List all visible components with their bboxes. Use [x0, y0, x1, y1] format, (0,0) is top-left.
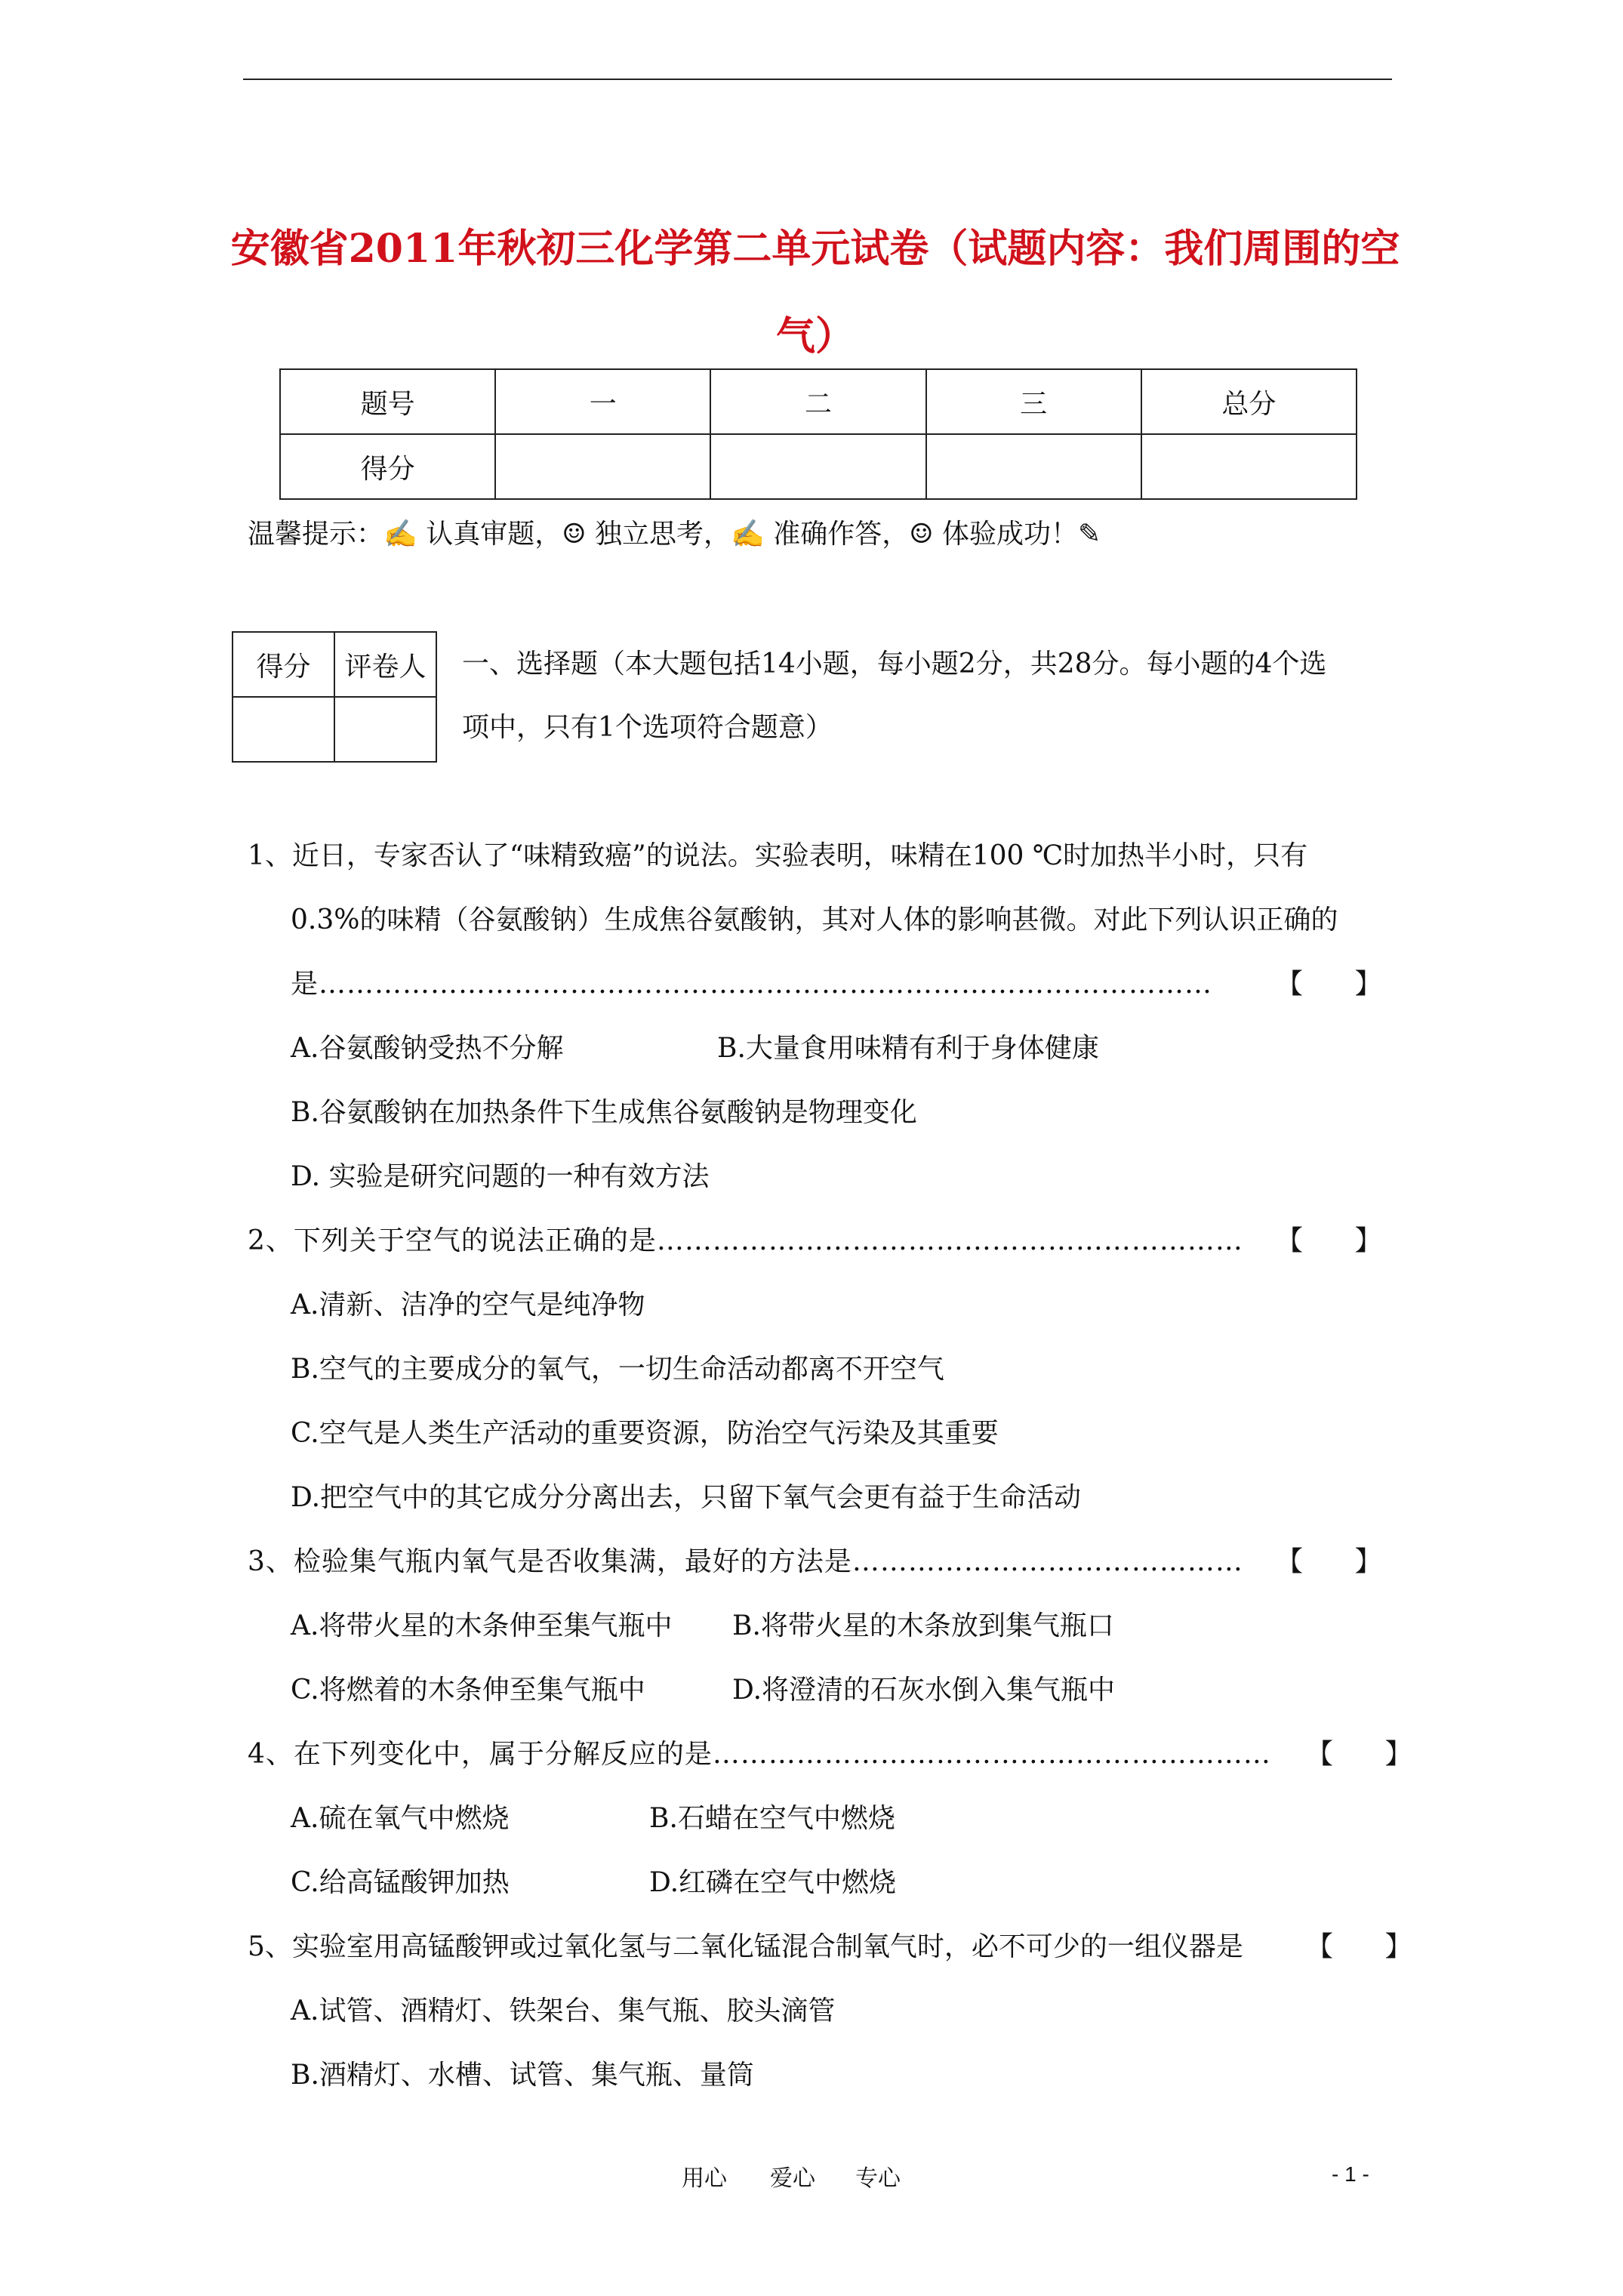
score-table-header-row — [280, 369, 1357, 434]
q1-answer-bracket: 【 】 — [1276, 969, 1382, 1000]
score-cell: 题号 — [280, 369, 495, 434]
q4-answer-bracket: 【 】 — [1306, 1739, 1412, 1770]
q4-stem: 4、在下列变化中，属于分解反应的是…………………………………………………… — [248, 1739, 1271, 1770]
title-line-2: 气） — [775, 313, 855, 359]
q2-option-a: A.清新、洁净的空气是纯净物 — [291, 1290, 645, 1321]
q3-option-a: A.将带火星的木条伸至集气瓶中 — [291, 1610, 673, 1641]
footer-text-1: 用心 — [682, 2165, 727, 2192]
score-cell: 二 — [710, 369, 925, 434]
footer-text-2: 爱心 — [770, 2165, 815, 2192]
q3-answer-bracket: 【 】 — [1276, 1546, 1382, 1577]
score-cell — [1141, 434, 1357, 499]
title-line-1: 安徽省2011年秋初三化学第二单元试卷（试题内容：我们周围的空 — [230, 226, 1400, 272]
q5-option-b: B.酒精灯、水槽、试管、集气瓶、量筒 — [291, 2060, 754, 2091]
section-heading-line-1: 一、选择题（本大题包括14小题，每小题2分，共28分。每小题的4个选 — [462, 649, 1327, 680]
page-title — [226, 205, 1404, 381]
score-cell: 一 — [495, 369, 710, 434]
footer-text-3: 专心 — [855, 2165, 901, 2192]
q2-option-b: B.空气的主要成分的氧气，一切生命活动都离不开空气 — [291, 1354, 944, 1385]
grader-table — [232, 631, 437, 763]
q3-option-c: C.将燃着的木条伸至集气瓶中 — [291, 1675, 645, 1706]
q3-stem: 3、检验集气瓶内氧气是否收集满，最好的方法是…………………………………… — [248, 1546, 1243, 1577]
score-table-score-row — [280, 434, 1357, 499]
grader-cell — [233, 697, 334, 762]
section-heading-line-2: 项中，只有1个选项符合题意） — [462, 712, 833, 743]
score-cell: 总分 — [1141, 369, 1357, 434]
q4-option-c: C.给高锰酸钾加热 — [291, 1867, 510, 1898]
q1-option-c: B.谷氨酸钠在加热条件下生成焦谷氨酸钠是物理变化 — [291, 1097, 917, 1128]
q1-stem-line-2: 0.3%的味精（谷氨酸钠）生成焦谷氨酸钠，其对人体的影响甚微。对此下列认识正确的 — [291, 905, 1338, 935]
q4-option-a: A.硫在氧气中燃烧 — [291, 1803, 510, 1834]
score-table — [279, 368, 1357, 500]
grader-cell — [334, 697, 436, 762]
q2-option-d: D.把空气中的其它成分分离出去，只留下氧气会更有益于生命活动 — [291, 1482, 1082, 1513]
q1-option-d: D. 实验是研究问题的一种有效方法 — [291, 1161, 710, 1192]
q5-stem: 5、实验室用高锰酸钾或过氧化氢与二氧化锰混合制氧气时，必不可少的一组仪器是 — [248, 1931, 1243, 1962]
q1-option-a: A.谷氨酸钠受热不分解 — [291, 1033, 564, 1064]
q3-option-b: B.将带火星的木条放到集气瓶口 — [732, 1610, 1114, 1641]
score-cell: 三 — [926, 369, 1141, 434]
score-cell: 得分 — [280, 434, 495, 499]
grader-header-score: 得分 — [233, 632, 334, 697]
score-cell — [495, 434, 710, 499]
score-cell — [710, 434, 925, 499]
tip-line: 温馨提示：✍ 认真审题，☺ 独立思考，✍ 准确作答，☺ 体验成功！✎ — [248, 519, 1101, 550]
q2-option-c: C.空气是人类生产活动的重要资源，防治空气污染及其重要 — [291, 1418, 999, 1449]
q4-option-d: D.红磷在空气中燃烧 — [649, 1867, 897, 1898]
q2-stem: 2、下列关于空气的说法正确的是……………………………………………………… — [248, 1225, 1243, 1256]
q4-option-b: B.石蜡在空气中燃烧 — [649, 1803, 895, 1834]
q1-option-b: B.大量食用味精有利于身体健康 — [717, 1033, 1099, 1064]
q2-answer-bracket: 【 】 — [1276, 1225, 1382, 1256]
q3-option-d: D.将澄清的石灰水倒入集气瓶中 — [732, 1675, 1116, 1706]
page-number: - 1 - — [1332, 2162, 1369, 2186]
q1-stem-line-1: 1、近日，专家否认了“味精致癌”的说法。实验表明，味精在100 ℃时加热半小时，只有 — [248, 840, 1308, 871]
q5-answer-bracket: 【 】 — [1306, 1931, 1412, 1962]
q5-option-a: A.试管、酒精灯、铁架台、集气瓶、胶头滴管 — [291, 1996, 836, 2026]
q1-stem-line-3: 是…………………………………………………………………………………… — [291, 969, 1212, 1000]
score-cell — [926, 434, 1141, 499]
header-rule — [243, 79, 1392, 80]
grader-header-grader: 评卷人 — [334, 632, 436, 697]
